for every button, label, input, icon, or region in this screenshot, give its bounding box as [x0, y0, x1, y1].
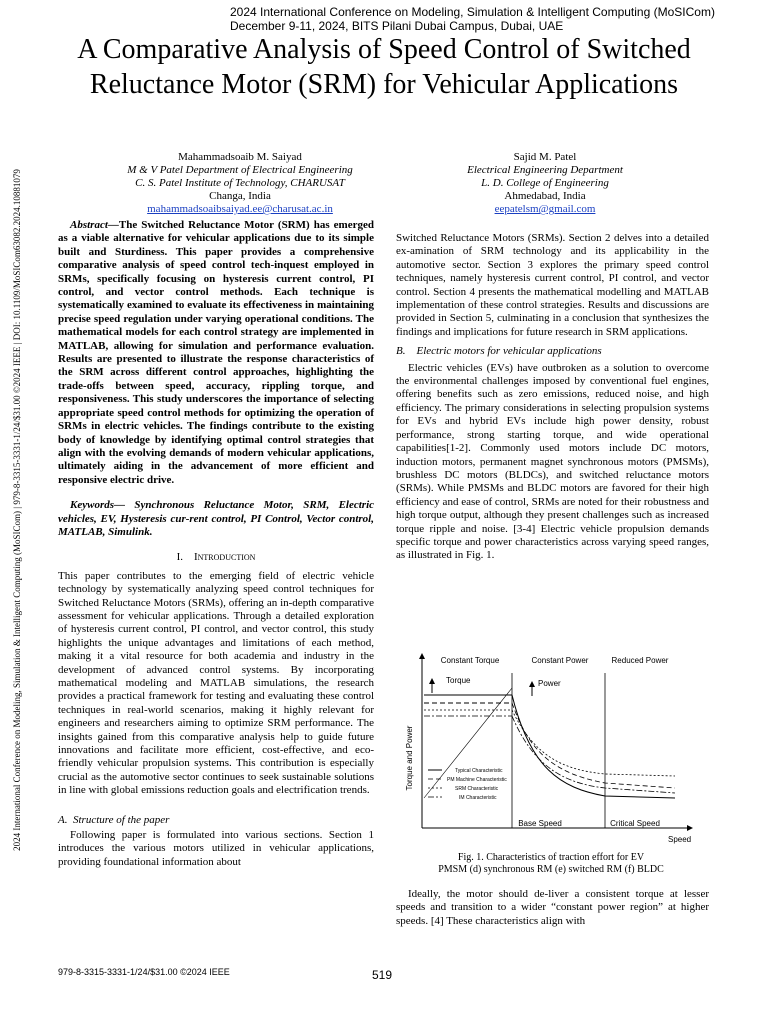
author-city: Ahmedabad, India: [504, 190, 586, 202]
paper-title: A Comparative Analysis of Speed Control of Switched Reluctance Motor (SRM) for Vehicular Applications: [77, 34, 691, 100]
section-heading-introduction: [58, 551, 374, 564]
abstract: [58, 219, 374, 487]
subsection-heading-electric-motors: [396, 345, 709, 358]
left-column: [58, 219, 374, 869]
author-city: Changa, India: [209, 190, 271, 202]
author-department: M & V Patel Department of Electrical Engineering: [127, 164, 353, 176]
subsection-title: Electric motors for vehicular applications: [416, 345, 602, 358]
region-label-reduced-power: Reduced Power: [611, 656, 669, 665]
electric-motors-paragraph: Electric vehicles (EVs) have outbroken as a solution to overcome the environmental challenges imposed by conventional fuel engines, offering benefits such as zero emissions, reduced noise, and high efficiency. The primary considerations in selecting propulsion systems for EVs and hybrid EVs include high power density, robust performance, strong starting torque, and wide operational capabilities[1-2]. Commonly used motors include DC motors, induction motors, permanent magnet synchronous motors (PMSMs), brushless DC motors (BLDCs), and switched reluctance motors (SRMs). While PMSMs and BLDC motors are favored for their high efficiency and ease of control, SRMs are noted for their robustness and high torque output, although they present challenges such as increased torque ripple and noise. [3-4] Electric vehicle propulsion demands specific torque and power characteristics across varying speed ranges, as illustrated in Fig. 1.: [396, 361, 709, 562]
conference-dates: December 9-11, 2024, BITS Pilani Dubai Campus, Dubai, UAE: [230, 19, 564, 33]
figure-1: [400, 648, 700, 848]
section-title: Introduction: [193, 551, 256, 564]
keywords: [58, 499, 374, 539]
subsection-title: Structure of the paper: [72, 813, 170, 826]
figure-caption-line1: Fig. 1. Characteristics of traction effort for EV: [457, 852, 645, 863]
figure-caption-line2: PMSM (d) synchronous RM (e) switched RM (f) BLDC: [438, 864, 664, 875]
author-institution: L. D. College of Engineering: [481, 177, 609, 189]
author-department: Electrical Engineering Department: [467, 164, 623, 176]
author-block-1: [95, 151, 385, 216]
power-label: Power: [538, 679, 561, 688]
x-axis-label: Speed: [668, 835, 692, 844]
right-column: [396, 232, 709, 563]
author-name: Sajid M. Patel: [513, 151, 577, 163]
y-axis-label: Torque and Power: [405, 725, 414, 791]
torque-speed-diagram: [400, 648, 700, 848]
figure-caption: [392, 852, 710, 876]
typical-falloff-curve: [512, 695, 675, 798]
conference-name: 2024 International Conference on Modeling, Simulation & Intelligent Computing (MoSICom): [230, 5, 715, 19]
legend-item: Typical Characteristic: [455, 768, 503, 774]
author-email-link[interactable]: mahammadsoaibsaiyad.ee@charusat.ac.in: [147, 203, 333, 215]
author-email-link[interactable]: eepatelsm@gmail.com: [494, 203, 596, 215]
base-speed-label: Base Speed: [518, 819, 562, 828]
abstract-label: Abstract—: [70, 219, 119, 231]
structure-paragraph: Following paper is formulated into various sections. Section 1 introduces the various motors utilized in vehicular applications, providing foundational information about: [58, 829, 374, 868]
sidebar-doi-text: 2024 International Conference on Modeling, Simulation & Intelligent Computing (MoSICom) | 979-8-3315-3331-1/24/$31.00 ©2024 IEEE | DOI: 10.1109/MoSICom63082.2024.10881079: [12, 169, 22, 851]
subsection-label: A.: [58, 813, 68, 826]
critical-speed-label: Critical Speed: [610, 819, 660, 828]
abstract-text: The Switched Reluctance Motor (SRM) has emerged as a viable alternative for vehicular applications due to its simple built and Sturdiness. This paper provides a comprehensive comparative analysis of speed control tech-inquest employed in SRMs, specifically focusing on hysteresis current control, PI control, and vector control methods. Each technique is systematically examined to evaluate its effectiveness in maintaining precise speed regulation under varying operational conditions. The mathematical models for each control strategy are implemented in MATLAB, allowing for simulation and performance evaluation. Results are presented to illustrate the response characteristics of the SRM across different control approaches, highlighting the trade-offs between speed, accuracy, rippling torque, and responsiveness. This study underscores the importance of selecting appropriate speed control methods for optimizing the operation of SRMs in electric vehicles. The findings contribute to the existing body of knowledge by identifying optimal control strategies that align with the evolving demands of modern vehicular applications, ultimately aiding in the advancement of more efficient and responsive electric drive.: [58, 219, 374, 486]
sidebar-doi: [4, 140, 30, 880]
legend-item: SRM Characteristic: [455, 786, 499, 792]
region-label-constant-power: Constant Power: [531, 656, 589, 665]
subsection-heading-structure: [58, 814, 374, 827]
structure-paragraph-continued: Switched Reluctance Motors (SRMs). Section 2 delves into a detailed ex-amination of SRM technology and its applicability in the automotive sector. Section 3 explores the primary speed control techniques, namely hysteresis current control, PI control, and vector control. Section 4 presents the mathematical modelling and MATLAB implementation of these control strategies. Results and discussions are provided in Section 5, culminating in a conclusion that synthesizes the findings and implications for future research in SRM applications.: [396, 232, 709, 338]
legend-item: IM Characteristic: [459, 795, 497, 801]
conference-header: [230, 5, 715, 33]
keywords-text: Synchronous Reluctance Motor, SRM, Electric vehicles, EV, Hysteresis cur-rent control, PI Control, Vector control, MATLAB, Simulink.: [58, 499, 375, 538]
torque-label: Torque: [446, 676, 471, 685]
subsection-label: B.: [396, 345, 406, 358]
page-number: 519: [372, 968, 393, 982]
right-column-bottom: [396, 888, 709, 928]
srm-falloff-curve: [512, 710, 675, 776]
footer-isbn: 979-8-3315-3331-1/24/$31.00 ©2024 IEEE: [58, 967, 230, 977]
figure-legend: [428, 768, 507, 801]
intro-paragraph: This paper contributes to the emerging field of electric vehicle technology by systematically analyzing speed control techniques for Switched Reluctance Motors (SRMs), offering an in-depth comparative assessment for vehicular applications. Through a detailed exploration of hysteresis current control, PI control, and vector control, this study highlights the unique advantages and limitations of each method, making it a vital resource for both academia and industry in the development of advanced control systems. By incorporating mathematical modeling and MATLAB simulations, the research provides a practical framework for testing and evaluating these control techniques in real-world scenarios, making it highly relevant for engineers and researchers aiming to optimize SRM performance. The insights gained from this comparative analysis help to guide future innovations and facilitate more efficient, cost-effective, and eco-friendly vehicular propulsion systems. This contribution is especially crucial as the automotive sector continues to seek sustainable solutions in line with global emissions reduction goals and electrification trends.: [58, 569, 374, 797]
author-name: Mahammadsoaib M. Saiyad: [178, 151, 302, 163]
author-institution: C. S. Patel Institute of Technology, CHARUSAT: [135, 177, 345, 189]
legend-item: PM Machine Characteristic: [447, 777, 507, 783]
ideal-motor-paragraph: Ideally, the motor should de-liver a consistent torque at lesser speeds and transition to a wider “constant power region” at higher speeds. [4] These characteristics align with: [396, 888, 709, 927]
author-block-2: [400, 151, 690, 216]
keywords-label: Keywords—: [70, 499, 125, 512]
region-label-constant-torque: Constant Torque: [440, 656, 500, 665]
section-number: I.: [176, 551, 183, 564]
